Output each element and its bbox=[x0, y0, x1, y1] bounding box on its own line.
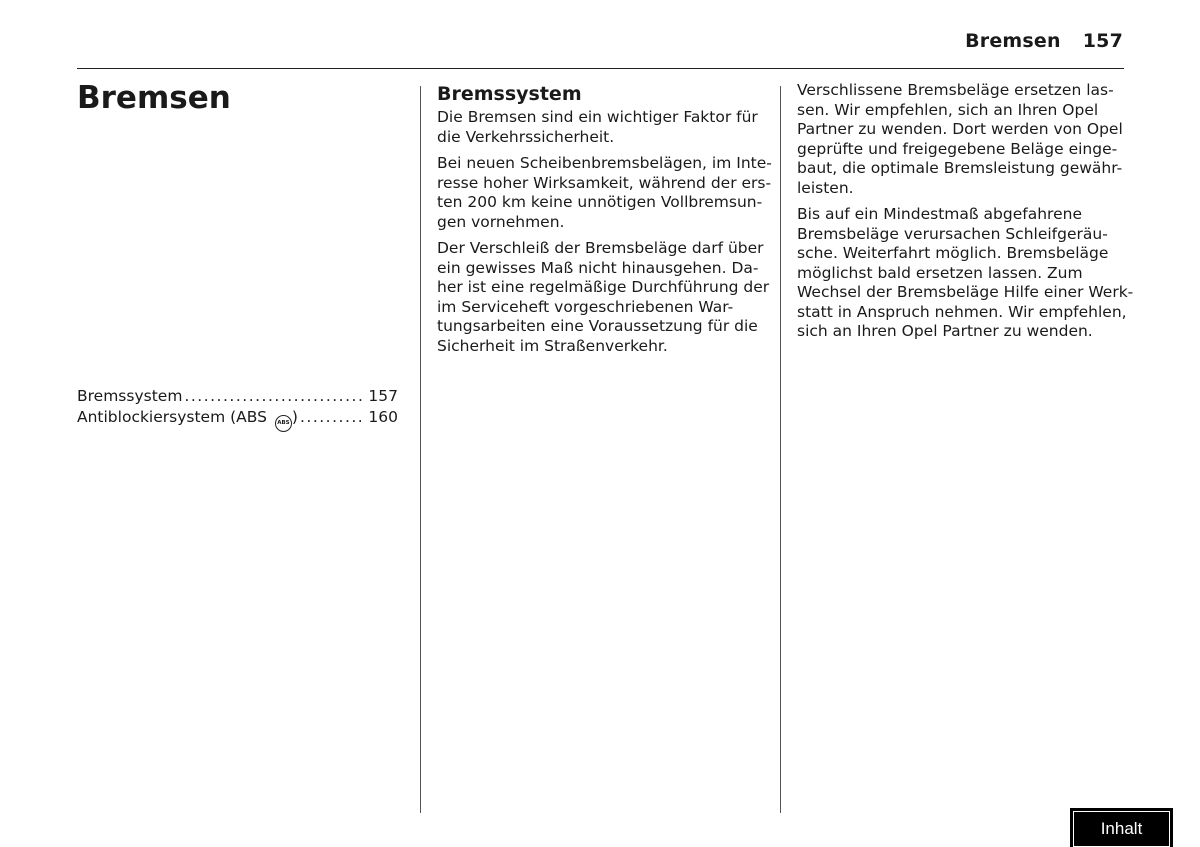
right-column-body bbox=[797, 81, 1134, 342]
toc-entry-label-text: Antiblockiersystem (ABS bbox=[77, 408, 272, 426]
text-line: möglichst bald ersetzen lassen. Zum bbox=[797, 263, 1083, 282]
column-divider-left bbox=[420, 86, 421, 813]
text-line: Sicherheit im Straßenverkehr. bbox=[437, 336, 668, 355]
text-line: her ist eine regelmäßige Durchführung der bbox=[437, 278, 770, 296]
middle-column bbox=[437, 83, 772, 363]
toc-entry-label bbox=[77, 407, 298, 432]
text-line: sche. Weiterfahrt möglich. Bremsbeläge bbox=[797, 244, 1109, 262]
section-heading: Bremssystem bbox=[437, 83, 582, 105]
paragraph bbox=[437, 154, 772, 232]
toc-leader-dots bbox=[300, 407, 362, 428]
text-line: Bei neuen Scheibenbremsbelägen, im Inte- bbox=[437, 154, 772, 172]
header-section-title: Bremsen bbox=[965, 30, 1061, 52]
text-line: sen. Wir empfehlen, sich an Ihren Opel bbox=[797, 100, 1099, 119]
paragraph bbox=[797, 81, 1127, 198]
text-line: Verschlissene Bremsbeläge ersetzen las- bbox=[797, 81, 1114, 99]
toc-entry-bremssystem[interactable] bbox=[77, 386, 398, 407]
text-line: baut, die optimale Bremsleistung gewähr- bbox=[797, 159, 1123, 177]
text-line: sich an Ihren Opel Partner zu wenden. bbox=[797, 322, 1093, 340]
text-line: ten 200 km keine unnötigen Vollbremsun- bbox=[437, 193, 763, 211]
toc-leader-dots bbox=[184, 386, 362, 407]
text-line: Wechsel der Bremsbeläge Hilfe einer Werk- bbox=[797, 283, 1134, 301]
toc-entry-label-suffix: ) bbox=[291, 408, 298, 426]
middle-column-body bbox=[437, 108, 772, 356]
right-column bbox=[797, 81, 1134, 349]
text-line: tungsarbeiten eine Voraussetzung für die bbox=[437, 317, 758, 335]
text-line: Bremsbeläge verursachen Schleifgeräu- bbox=[797, 224, 1108, 243]
text-line: statt in Anspruch nehmen. Wir empfehlen, bbox=[797, 302, 1127, 321]
chapter-title: Bremsen bbox=[77, 80, 231, 116]
inhalt-button-label: Inhalt bbox=[1073, 811, 1170, 847]
text-line: im Serviceheft vorgeschriebenen War- bbox=[437, 297, 734, 316]
text-line: Partner zu wenden. Dort werden von Opel bbox=[797, 120, 1123, 138]
text-line: die Verkehrssicherheit. bbox=[437, 127, 615, 146]
inhalt-button[interactable] bbox=[1070, 808, 1173, 847]
text-line: Bis auf ein Mindestmaß abgefahrene bbox=[797, 205, 1082, 223]
table-of-contents bbox=[77, 386, 398, 432]
header-rule bbox=[77, 68, 1124, 69]
text-line: ein gewisses Maß nicht hinausgehen. Da- bbox=[437, 258, 759, 277]
toc-entry-page: 160 bbox=[368, 408, 398, 426]
toc-entry-abs[interactable] bbox=[77, 407, 398, 432]
header-page-number: 157 bbox=[1082, 30, 1123, 52]
text-line: resse hoher Wirksamkeit, während der ers- bbox=[437, 173, 772, 192]
text-line: leisten. bbox=[797, 178, 854, 197]
paragraph bbox=[797, 205, 1134, 342]
abs-warning-icon: ABS bbox=[275, 415, 292, 432]
toc-entry-page: 157 bbox=[368, 387, 398, 405]
text-line: gen vornehmen. bbox=[437, 212, 565, 231]
text-line: geprüfte und freigegebene Beläge einge- bbox=[797, 139, 1118, 158]
text-line: Der Verschleiß der Bremsbeläge darf über bbox=[437, 239, 764, 257]
paragraph bbox=[437, 239, 770, 356]
toc-entry-label: Bremssystem bbox=[77, 387, 183, 405]
text-line: Die Bremsen sind ein wichtiger Faktor für bbox=[437, 108, 758, 126]
running-header bbox=[965, 30, 1123, 52]
paragraph bbox=[437, 108, 767, 147]
column-divider-right bbox=[780, 86, 781, 813]
